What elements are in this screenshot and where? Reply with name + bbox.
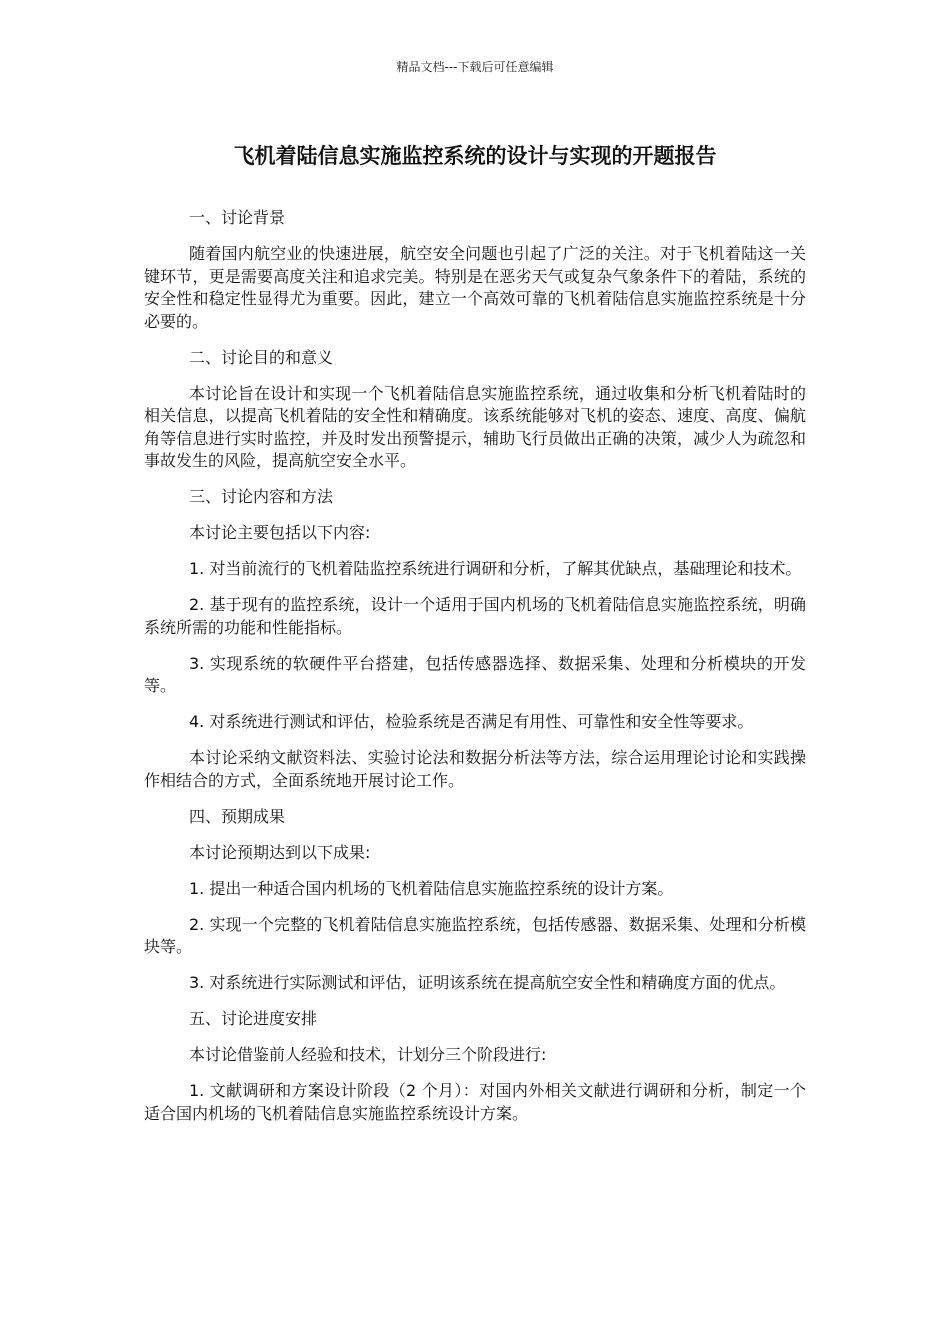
paragraph-schedule-intro: 本讨论借鉴前人经验和技术，计划分三个阶段进行: xyxy=(189,1045,547,1064)
list-item-result-1: 1. 提出一种适合国内机场的飞机着陆信息实施监控系统的设计方案。 xyxy=(189,878,674,898)
paragraph-background: 随着国内航空业的快速进展，航空安全问题也引起了广泛的关注。对于飞机着陆这一关键环节，更是需要高度关注和追求完美。特别是在恶劣天气或复杂气象条件下的着陆，系统的安全性和稳定性显得尤为重要。因此，建立一个高效可靠的飞机着陆信息实施监控系统是十分必要的。 xyxy=(144,244,806,331)
list-item-content-4: 4. 对系统进行测试和评估，检验系统是否满足有用性、可靠性和安全性等要求。 xyxy=(189,712,754,731)
list-item-content-2: 2. 基于现有的监控系统，设计一个适用于国内机场的飞机着陆信息实施监控系统，明确系统所需的功能和性能指标。 xyxy=(144,595,806,637)
paragraph-purpose: 本讨论旨在设计和实现一个飞机着陆信息实施监控系统，通过收集和分析飞机着陆时的相关信息，以提高飞机着陆的安全性和精确度。该系统能够对飞机的姿态、速度、高度、偏航角等信息进行实时监控，并及时发出预警提示，辅助飞行员做出正确的决策，减少人为疏忽和事故发生的风险，提高航空安全水平。 xyxy=(144,383,806,470)
list-item-result-3: 3. 对系统进行实际测试和评估，证明该系统在提高航空安全性和精确度方面的优点。 xyxy=(189,973,786,992)
paragraph-results-intro: 本讨论预期达到以下成果: xyxy=(189,842,371,862)
section-heading-purpose: 二、讨论目的和意义 xyxy=(189,347,334,367)
list-item-schedule-1: 1. 文献调研和方案设计阶段（2 个月）：对国内外相关文献进行调研和分析，制定一个适合国内机场的飞机着陆信息实施监控系统设计方案。 xyxy=(144,1081,806,1123)
paragraph-method: 本讨论采纳文献资料法、实验讨论法和数据分析法等方法，综合运用理论讨论和实践操作相结合的方式，全面系统地开展讨论工作。 xyxy=(144,748,806,790)
list-item-result-2: 2. 实现一个完整的飞机着陆信息实施监控系统，包括传感器、数据采集、处理和分析模块等。 xyxy=(144,914,806,956)
section-heading-background: 一、讨论背景 xyxy=(189,208,286,227)
document-title: 飞机着陆信息实施监控系统的设计与实现的开题报告 xyxy=(233,144,717,168)
section-heading-schedule: 五、讨论进度安排 xyxy=(189,1009,318,1028)
section-heading-content-method: 三、讨论内容和方法 xyxy=(189,487,334,506)
list-item-content-1: 1. 对当前流行的飞机着陆监控系统进行调研和分析，了解其优缺点，基础理论和技术。 xyxy=(189,559,802,578)
document-body xyxy=(144,207,806,1139)
paragraph-content-intro: 本讨论主要包括以下内容: xyxy=(189,523,371,542)
section-heading-expected-results: 四、预期成果 xyxy=(189,806,286,826)
header-note: 精品文档---下载后可任意编辑 xyxy=(396,60,554,74)
list-item-content-3: 3. 实现系统的软硬件平台搭建，包括传感器选择、数据采集、处理和分析模块的开发等。 xyxy=(144,653,806,695)
